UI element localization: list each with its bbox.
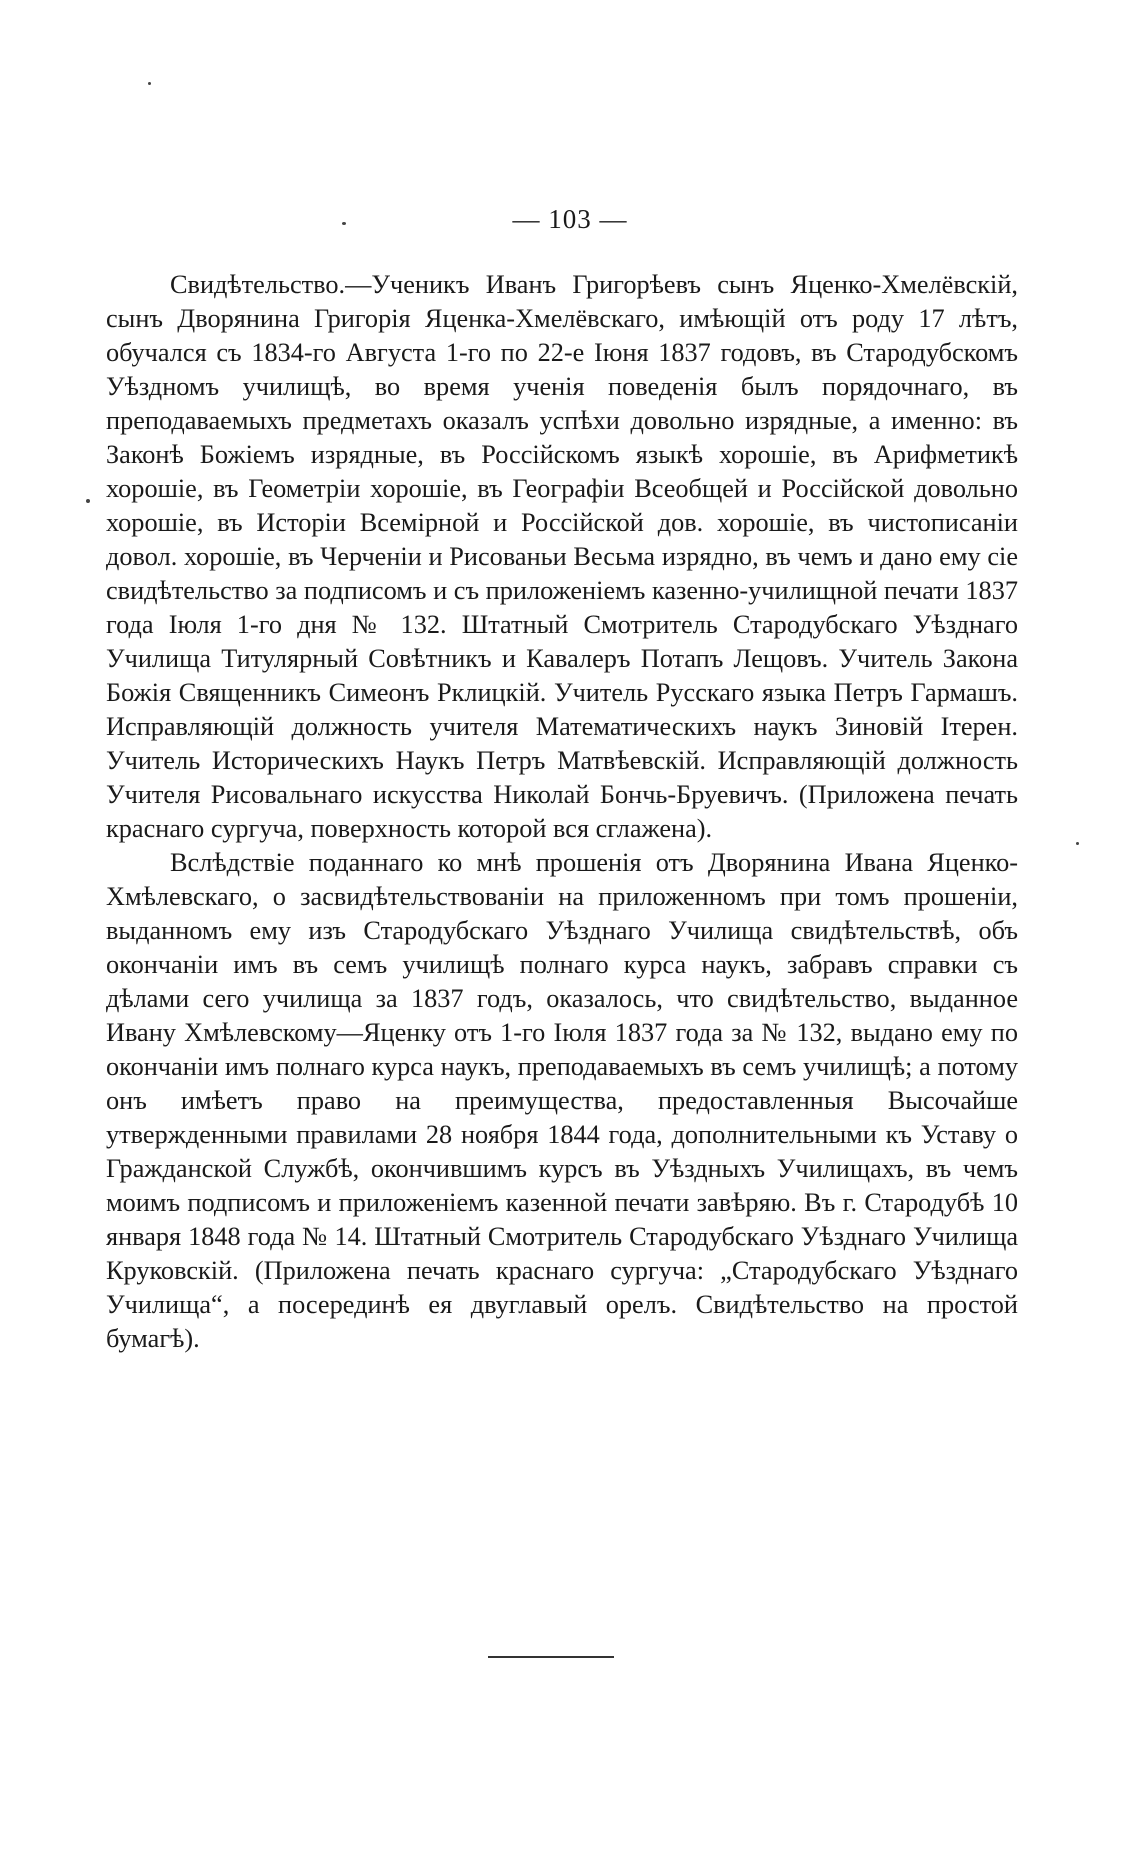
scan-speck [86, 499, 90, 503]
attestation-paragraph: Вслѣдствіе поданнаго ко мнѣ прошенія отъ Дворянина Ивана Яценко-Хмѣлевскаго, о засвидѣтельствованіи на приложенномъ при томъ прошеніи, выданномъ ему изъ Стародубскаго Уѣзднаго Училища свидѣтельствѣ, объ окончаніи имъ въ семъ училищѣ полнаго курса наукъ, забравъ справки съ дѣлами сего училища за 1837 годъ, оказалось, что свидѣтельство, выданное Ивану Хмѣлевскому—Яценку отъ 1-го Іюля 1837 года за № 132, выдано ему по окончаніи имъ полнаго курса наукъ, преподаваемыхъ въ семъ училищѣ; а потому онъ имѣетъ право на преимущества, предоставленныя Высочайше утвержденными правилами 28 ноября 1844 года, дополнительными къ Уставу о Гражданской Службѣ, окончившимъ курсъ въ Уѣздныхъ Училищахъ, въ чемъ моимъ подписомъ и приложеніемъ казенной печати завѣряю. Въ г. Стародубѣ 10 января 1848 года № 14. Штатный Смотритель Стародубскаго Уѣзднаго Училища Круковскій. (Приложена печать краснаго сургуча: „Стародубскаго Уѣзднаго Училища“, а посерединѣ ея двуглавый орелъ. Свидѣтельство на простой бумагѣ). [106, 848, 1018, 1353]
document-body [106, 268, 1018, 1356]
scan-speck [1076, 842, 1079, 845]
section-divider [488, 1656, 614, 1658]
certificate-paragraph: Свидѣтельство.—Ученикъ Иванъ Григорѣевъ сынъ Яценко-Хмелёвскій, сынъ Дворянина Григорія Яценка-Хмелёвскаго, имѣющій отъ роду 17 лѣтъ, обучался съ 1834-го Августа 1-го по 22-е Іюня 1837 годовъ, въ Стародубскомъ Уѣздномъ училищѣ, во время ученія поведенія былъ порядочнаго, въ преподаваемыхъ предметахъ оказалъ успѣхи довольно изрядные, а именно: въ Законѣ Божіемъ изрядные, въ Россійскомъ языкѣ хорошіе, въ Арифметикѣ хорошіе, въ Геометріи хорошіе, въ Географіи Всеобщей и Россійской довольно хорошіе, въ Исторіи Всемірной и Россійской дов. хорошіе, въ чистописаніи довол. хорошіе, въ Черченіи и Рисованьи Весьма изрядно, въ чемъ и дано ему сіе свидѣтельство за подписомъ и съ приложеніемъ казенно-училищной печати 1837 года Іюля 1-го дня № 132. Штатный Смотритель Стародубскаго Уѣзднаго Училища Титулярный Совѣтникъ и Кавалеръ Потапъ Лещовъ. Учитель Закона Божія Священникъ Симеонъ Рклицкій. Учитель Русскаго языка Петръ Гармашъ. Исправляющій должность учителя Математическихъ наукъ Зиновій Ітерен. Учитель Историческихъ Наукъ Петръ Матвѣевскій. Исправляющій должность Учителя Рисовальнаго искусства Николай Бончь-Бруевичъ. (Приложена печать краснаго сургуча, поверхность которой вся сглажена). [106, 270, 1018, 843]
page-number: — 103 — [512, 204, 628, 234]
scan-speck [148, 82, 151, 85]
